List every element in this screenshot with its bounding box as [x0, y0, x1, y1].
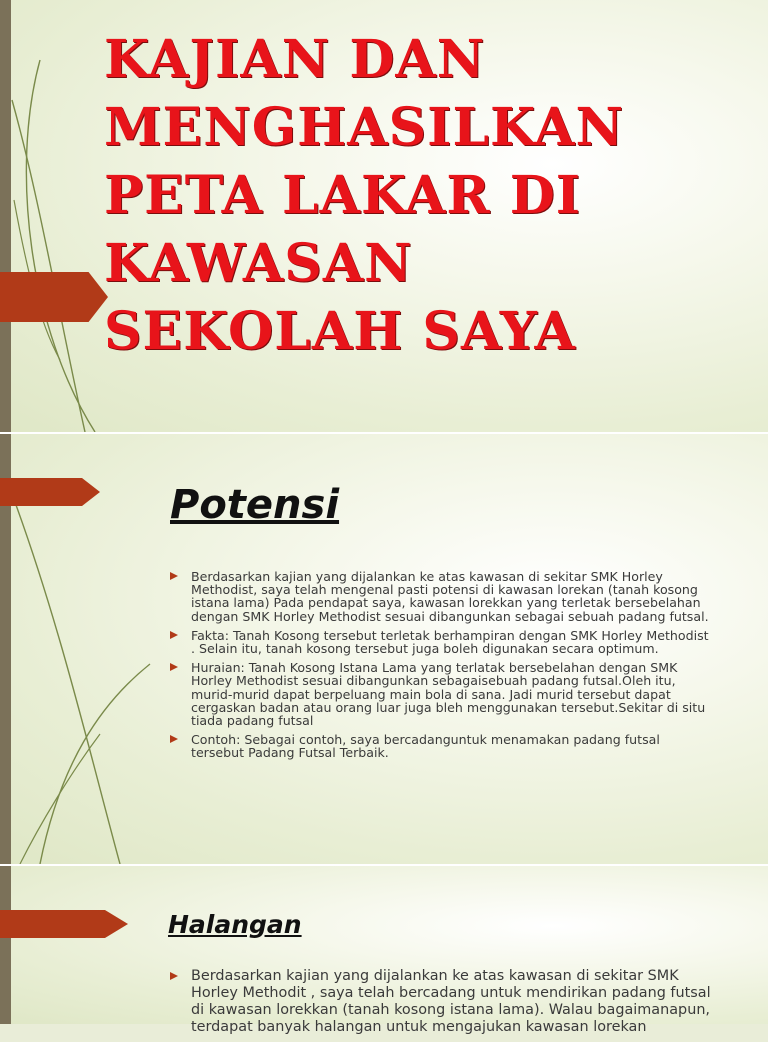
left-accent-bar: [0, 866, 11, 1024]
heading-arrow-tab: [0, 910, 128, 938]
list-item: [170, 629, 715, 655]
bullet-text: Berdasarkan kajian yang dijalankan ke atas kawasan di sekitar SMK Horley Methodit , saya telah bercadang untuk mendirikan padang futsal di kawasan lorekkan (tanah kosong istana lama). Walau bagaimanapun, terdapat banyak halangan untuk mengajukan kawasan lorekan: [191, 968, 711, 1035]
arrow-bullet-icon: [170, 972, 178, 980]
bullet-text: Contoh: Sebagai contoh, saya bercadanguntuk menamakan padang futsal tersebut Padang Futsal Terbaik.: [191, 732, 660, 761]
potensi-slide: [0, 434, 768, 864]
title-slide: [0, 0, 768, 432]
title-arrow-tab: [0, 272, 108, 322]
bullet-text: Berdasarkan kajian yang dijalankan ke atas kawasan di sekitar SMK Horley Methodist, saya telah mengenal pasti potensi di kawasan lorekan (tanah kosong istana lama) Pada pendapat saya, kawasan lorekkan yang terletak bersebelahan dengan SMK Horley Methodist sesuai dibangunkan sebagai sebuah padang futsal.: [191, 569, 709, 624]
list-item: [170, 968, 715, 1036]
arrow-bullet-icon: [170, 663, 178, 671]
left-accent-bar: [0, 0, 11, 432]
potensi-bullet-list: [170, 570, 715, 766]
heading-arrow-tab: [0, 478, 100, 506]
bullet-text: Fakta: Tanah Kosong tersebut terletak berhampiran dengan SMK Horley Methodist . Selain itu, tanah kosong tersebut juga boleh digunakan secara optimum.: [191, 627, 709, 657]
arrow-bullet-icon: [170, 631, 178, 639]
bullet-text: Huraian: Tanah Kosong Istana Lama yang terlatak bersebelahan dengan SMK Horley Methodist sesuai dibangunkan sebagaisebuah padang futsal.Oleh itu, murid-murid dapat berpeluang main bola di sana. Jadi murid tersebut dapat cergaskan badan atau orang luar juga bleh menggunakan tersebut.Sekitar di situ tiada padang futsal: [191, 660, 706, 729]
potensi-heading: Potensi: [170, 482, 340, 528]
slide-title: KAJIAN DAN MENGHASILKAN PETA LAKAR DI KAWASAN SEKOLAH SAYA: [104, 29, 625, 362]
list-item: [170, 733, 715, 759]
list-item: [170, 570, 715, 623]
halangan-slide: [0, 866, 768, 1035]
arrow-bullet-icon: [170, 572, 178, 580]
list-item: [170, 661, 715, 727]
halangan-bullet-list: [170, 968, 715, 1042]
halangan-heading: Halangan: [168, 910, 302, 939]
arrow-bullet-icon: [170, 735, 178, 743]
